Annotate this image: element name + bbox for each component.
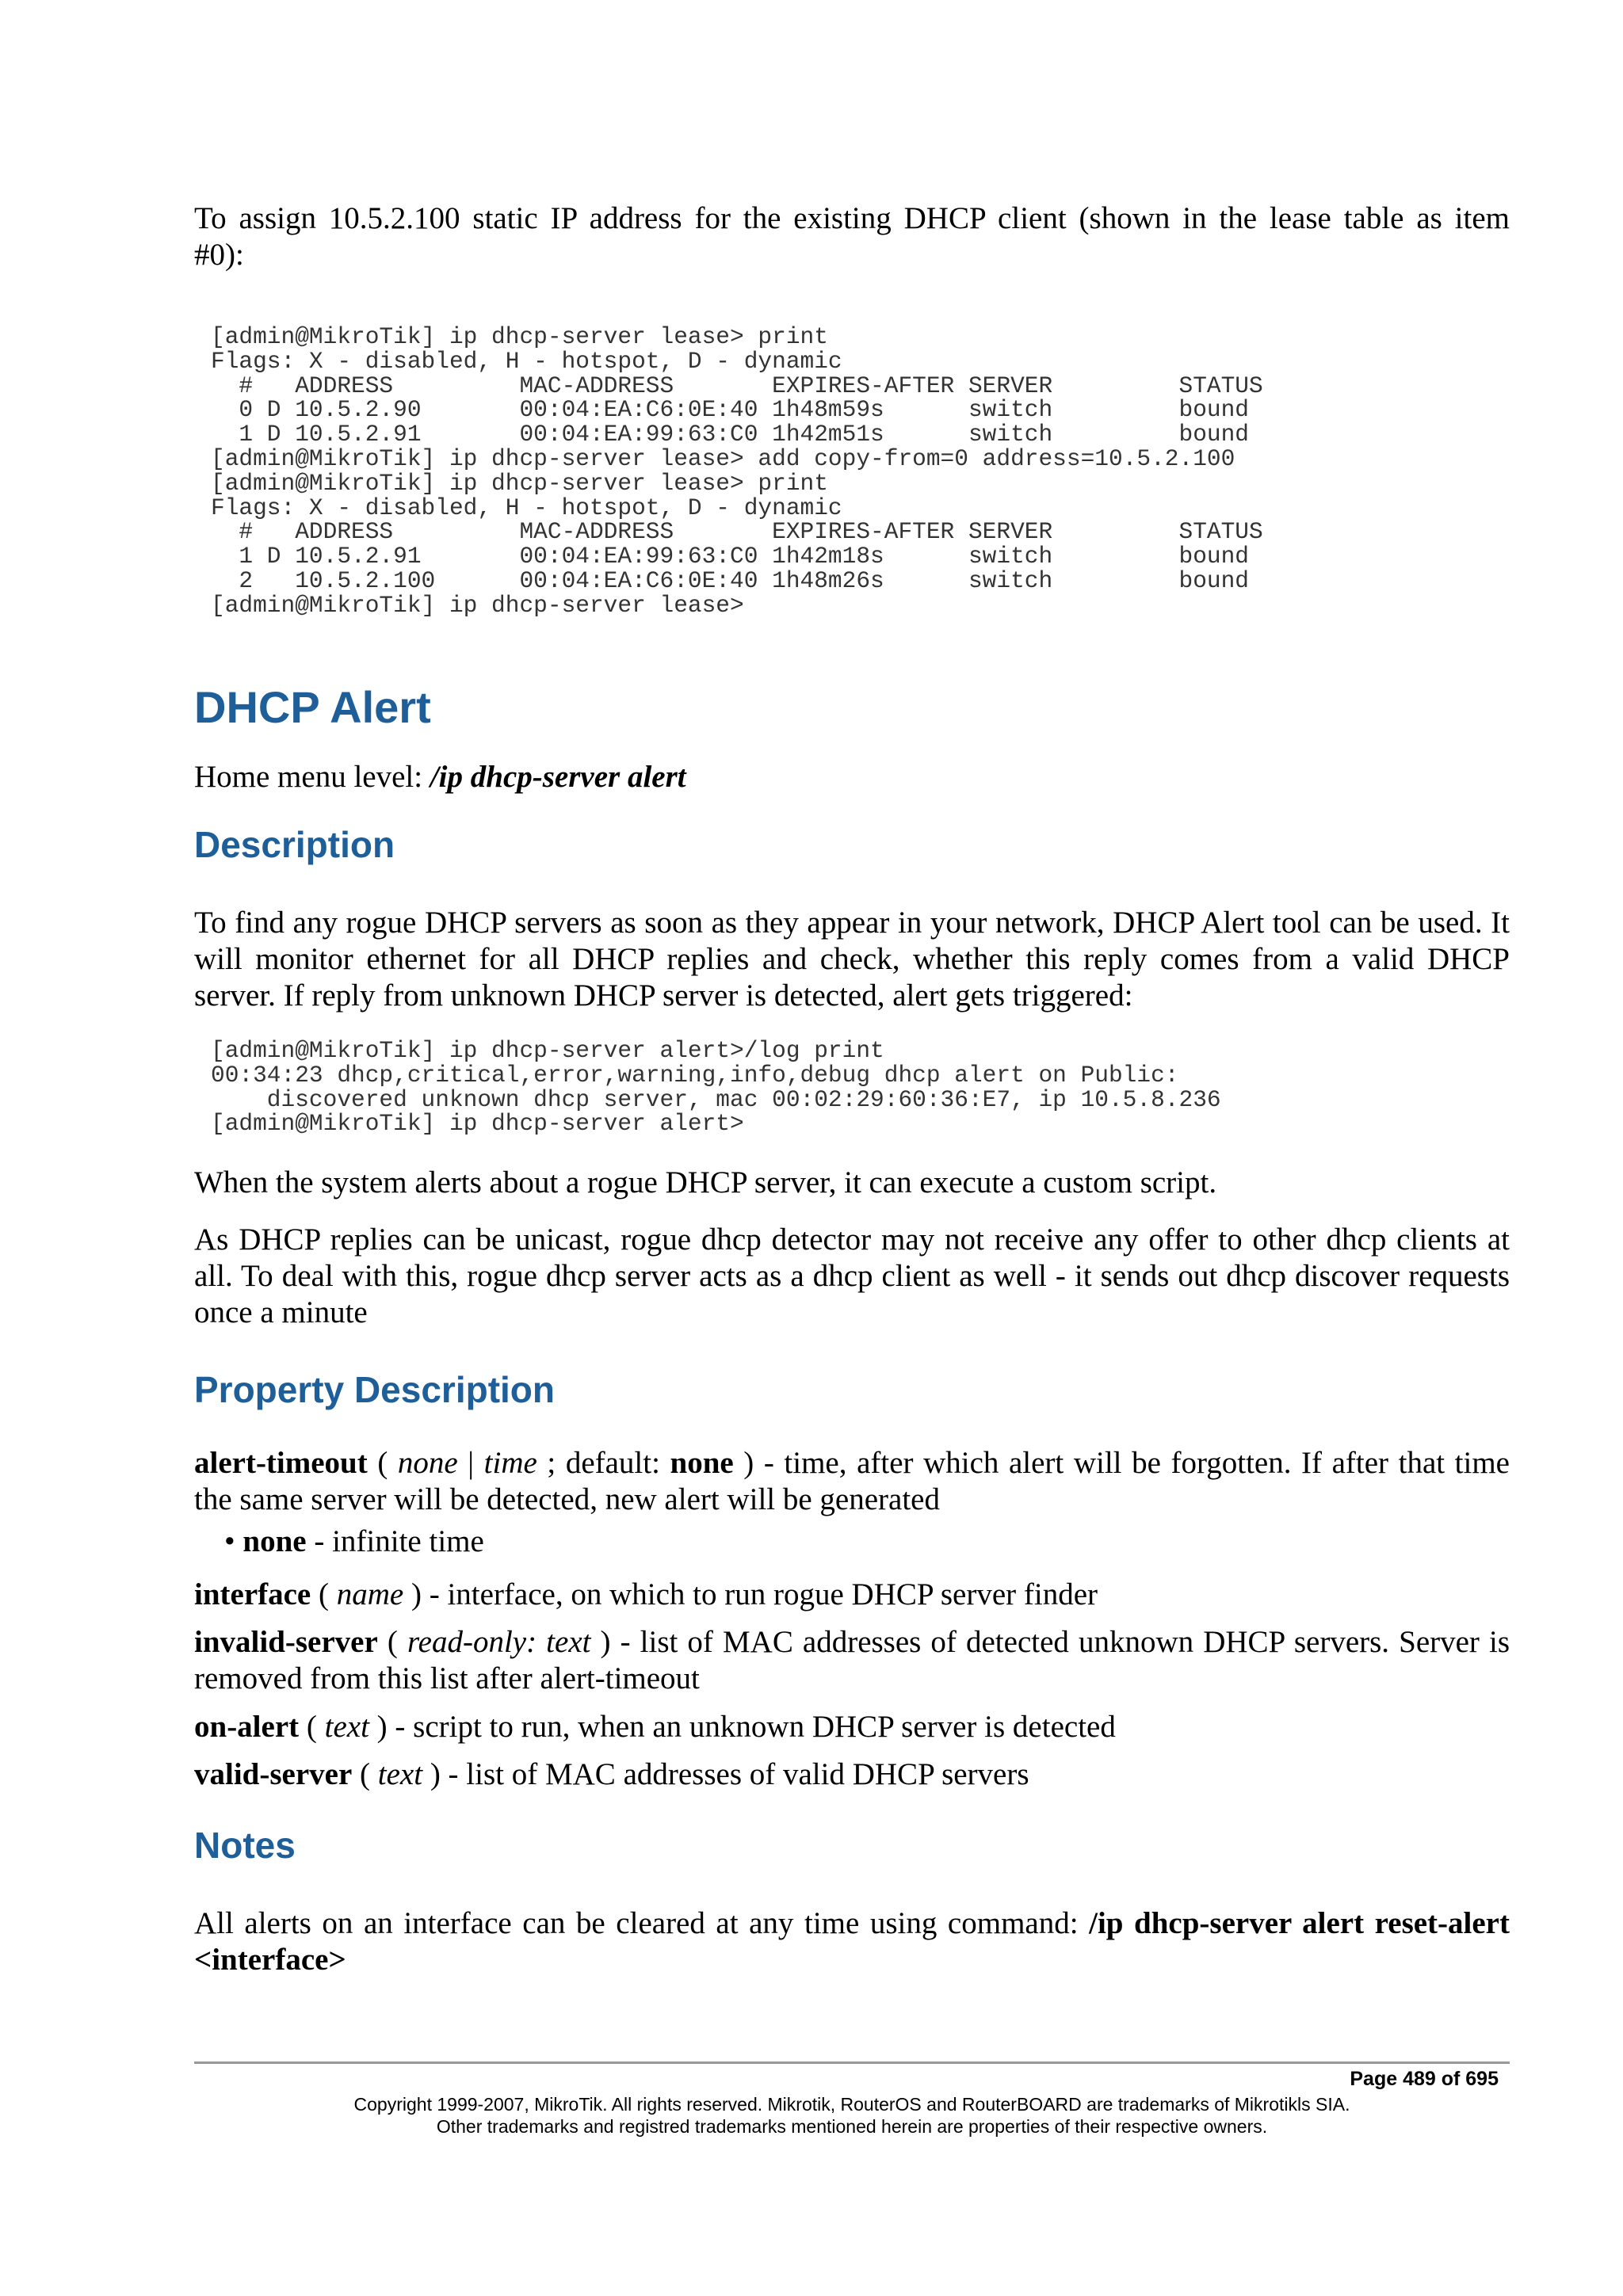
section-title: DHCP Alert	[194, 682, 431, 732]
notes-command: /ip dhcp-server alert reset-alert <interface>	[194, 1906, 1510, 1977]
property-desc: ) - time, after which alert will be forgotten. If after that time the same server will be detected, new alert will be generated	[194, 1446, 1510, 1516]
property-desc: ) - list of MAC addresses of detected unknown DHCP servers. Server is removed from this list after alert-timeout	[194, 1625, 1510, 1695]
default-label: ; default:	[537, 1446, 670, 1480]
property-default: none	[670, 1446, 734, 1480]
copyright-line-2: Other trademarks and registred trademarks mentioned herein are properties of their respective owners.	[436, 2116, 1268, 2137]
property-type: read-only: text	[407, 1625, 591, 1659]
property-type: text	[377, 1757, 423, 1791]
script-paragraph: When the system alerts about a rogue DHCP server, it can execute a custom script.	[194, 1165, 1217, 1199]
property-on-alert	[194, 1709, 1510, 1745]
page-number: Page 489 of 695	[1350, 2068, 1499, 2090]
property-name: invalid-server	[194, 1625, 378, 1659]
copyright-line-1: Copyright 1999-2007, MikroTik. All rights reserved. Mikrotik, RouterOS and RouterBOARD are trademarks of Mikrotikls SIA.	[353, 2094, 1350, 2115]
property-type: time	[483, 1446, 537, 1480]
property-invalid-server	[194, 1624, 1510, 1697]
list-item	[194, 1524, 484, 1560]
property-alert-timeout	[194, 1445, 1510, 1518]
property-name: interface	[194, 1577, 311, 1611]
paren-open: (	[311, 1577, 337, 1611]
bullet-value-desc: - infinite time	[306, 1524, 484, 1558]
paren-open: (	[299, 1710, 325, 1744]
intro-text	[194, 200, 1510, 237]
home-menu-level	[194, 759, 686, 795]
notes-heading: Notes	[194, 1825, 296, 1866]
property-name: valid-server	[194, 1757, 353, 1791]
home-menu-label: Home menu level:	[194, 760, 430, 794]
notes-text: All alerts on an interface can be cleared at any time using command:	[194, 1906, 1090, 1940]
lease-code-block: [admin@MikroTik] ip dhcp-server lease> print Flags: X - disabled, H - hotspot, D - dynamic # ADDRESS MAC-ADDRESS EXPIRES-AFTER SERVER STATUS 0 D 10.5.2.90 00:04:EA:C6:0E:40 1h48m59s switch bound 1 D 10.5.2.91 00:04:EA:99:63:C0 1h42m51s switch bound [admin@MikroTik] ip dhcp-server lease> add copy-from=0 address=10.5.2.100 [admin@MikroTik] ip dhcp-server lease> print Flags: X - disabled, H - hotspot, D - dynamic # ADDRESS MAC-ADDRESS EXPIRES-AFTER SERVER STATUS 1 D 10.5.2.91 00:04:EA:99:63:C0 1h42m18s switch bound 2 10.5.2.100 00:04:EA:C6:0E:40 1h48m26s switch bound [admin@MikroTik] ip dhcp-server lease>	[211, 323, 1263, 619]
bullet-value-name: none	[242, 1524, 307, 1558]
alert-code-block: [admin@MikroTik] ip dhcp-server alert>/log print 00:34:23 dhcp,critical,error,warning,info,debug dhcp alert on Public: discovered unknown dhcp server, mac 00:02:29:60:36:E7, ip 10.5.8.236 [admin@MikroTik] ip dhcp-server alert>	[211, 1037, 1221, 1138]
description-heading: Description	[194, 824, 395, 865]
paren-open: (	[367, 1446, 398, 1480]
property-type: name	[336, 1577, 404, 1611]
property-desc: ) - list of MAC addresses of valid DHCP servers	[422, 1757, 1029, 1791]
home-menu-path: /ip dhcp-server alert	[430, 760, 686, 794]
footer-copyright	[194, 2093, 1510, 2138]
property-valid-server	[194, 1756, 1510, 1793]
description-paragraph: To find any rogue DHCP servers as soon as they appear in your network, DHCP Alert tool can be used. It will monitor ethernet for all DHCP replies and check, whether this reply comes from a valid DHCP server. If reply from unknown DHCP server is detected, alert gets triggered:	[194, 906, 1510, 1013]
intro-line-2: #0):	[194, 238, 244, 272]
intro-line-1: To assign 10.5.2.100 static IP address for the existing DHCP client (shown in the lease table as item	[194, 201, 1510, 235]
property-desc: ) - script to run, when an unknown DHCP server is detected	[369, 1710, 1116, 1744]
paren-open: (	[352, 1757, 378, 1791]
property-desc: ) - interface, on which to run rogue DHCP server finder	[403, 1577, 1098, 1611]
type-separator: |	[457, 1446, 484, 1480]
paren-open: (	[377, 1625, 407, 1659]
property-name: alert-timeout	[194, 1446, 368, 1480]
property-interface	[194, 1577, 1510, 1613]
property-type: none	[397, 1446, 458, 1480]
property-name: on-alert	[194, 1710, 300, 1744]
notes-paragraph	[194, 1905, 1510, 1978]
property-type: text	[324, 1710, 369, 1744]
property-description-heading: Property Description	[194, 1369, 555, 1410]
footer-divider	[194, 2061, 1510, 2064]
unicast-paragraph: As DHCP replies can be unicast, rogue dhcp detector may not receive any offer to other dhcp clients at all. To deal with this, rogue dhcp server acts as a dhcp client as well - it sends out dhcp discover requests once a minute	[194, 1222, 1510, 1329]
bullet-mark: •	[224, 1524, 235, 1558]
intro-text-cont	[194, 237, 244, 273]
